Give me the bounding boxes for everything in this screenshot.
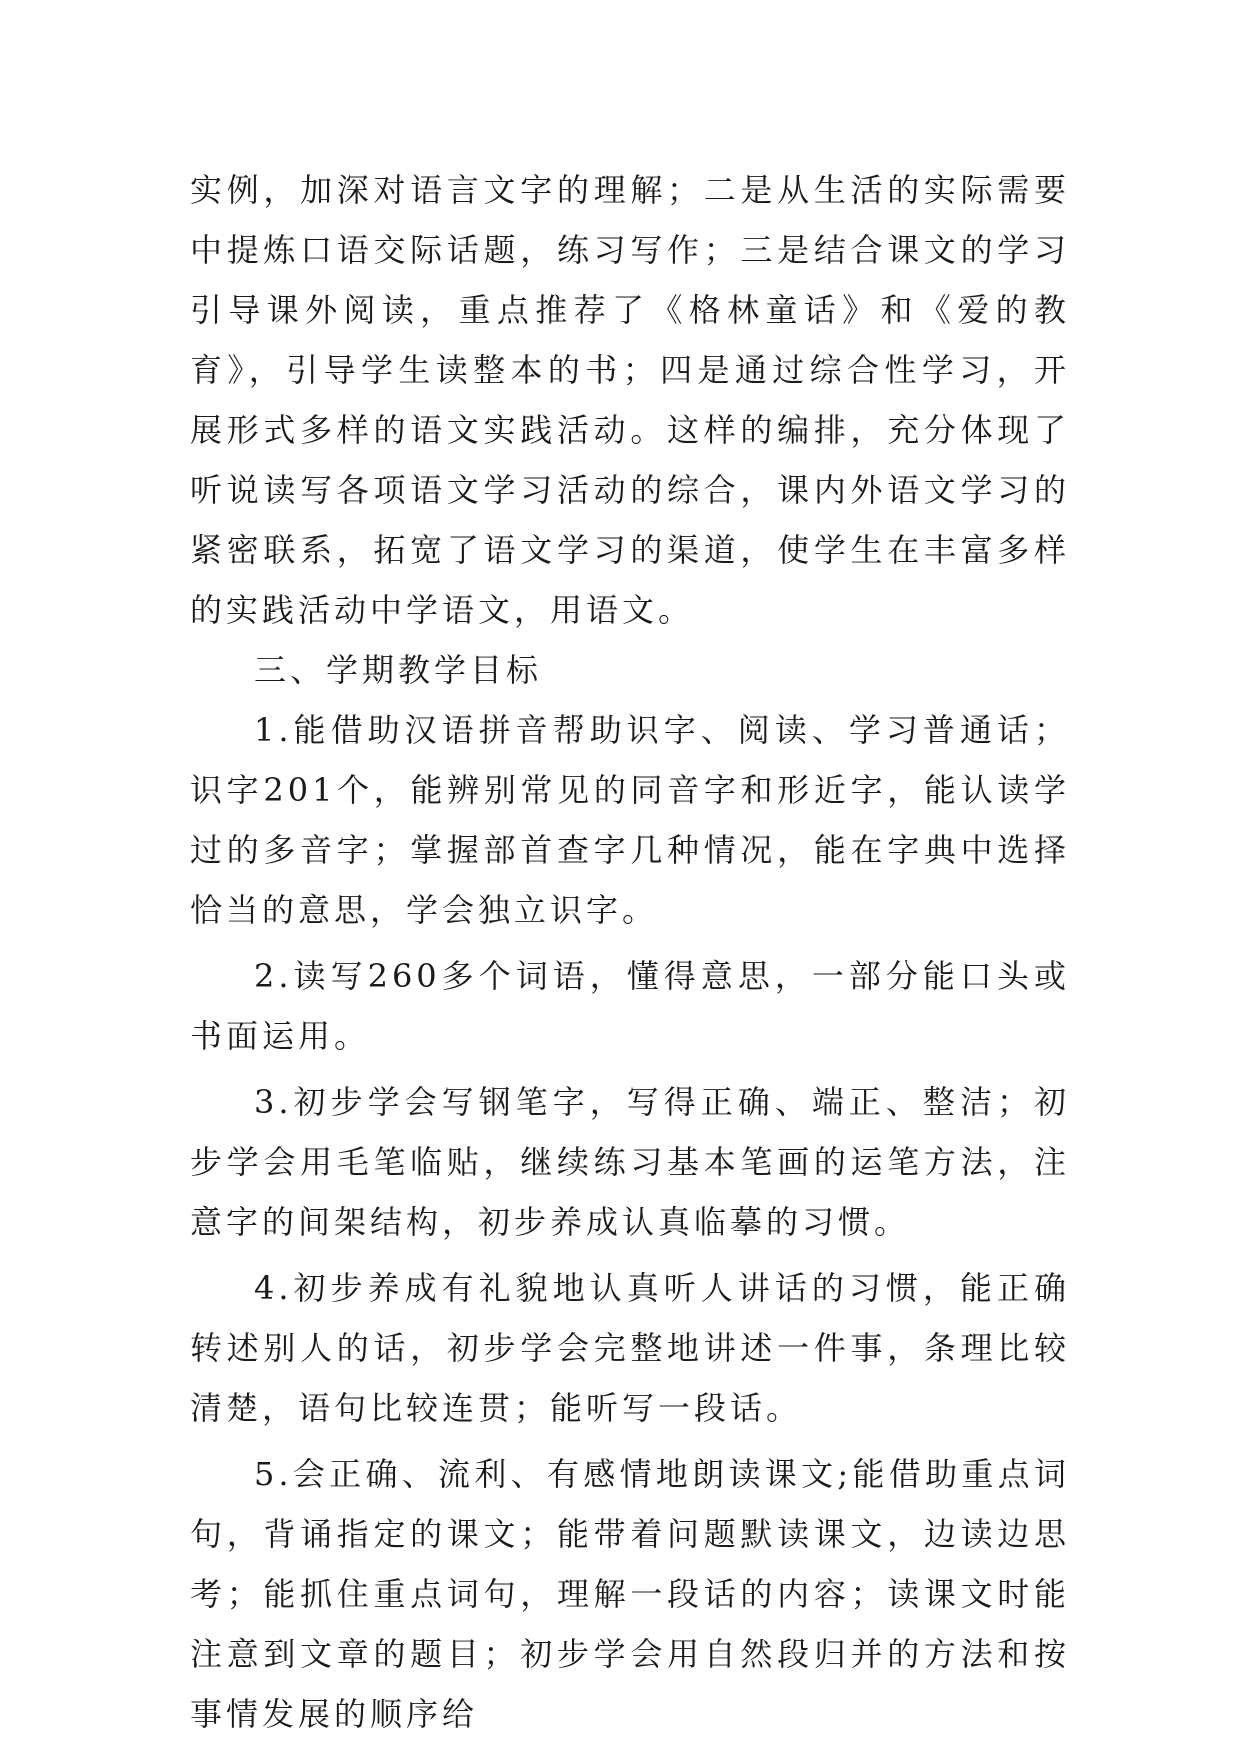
paragraph-intro-continuation: 实例，加深对语言文字的理解；二是从生活的实际需要中提炼口语交际话题，练习写作；三是结合课文的学习引导课外阅读，重点推荐了《格林童话》和《爱的教育》，引导学生读整本的书；四是通过综合性学习，开展形式多样的语文实践活动。这样的编排，充分体现了听说读写各项语文学习活动的综合，课内外语文学习的紧密联系，拓宽了语文学习的渠道，使学生在丰富多样的实践活动中学语文，用语文。 — [190, 171, 1070, 629]
goal-item-2: 2.读写260多个词语，懂得意思，一部分能口头或书面运用。 — [190, 957, 1070, 1055]
goal-item-1: 1.能借助汉语拼音帮助识字、阅读、学习普通话；识字201个，能辨别常见的同音字和形近字，能认读学过的多音字；掌握部首查字几种情况，能在字典中选择恰当的意思，学会独立识字。 — [190, 711, 1070, 929]
goal-item-5: 5.会正确、流利、有感情地朗读课文;能借助重点词句，背诵指定的课文；能带着问题默读课文，边读边思考；能抓住重点词句，理解一段话的内容；读课文时能注意到文章的题目；初步学会用自然段归并的方法和按事情发展的顺序给 — [190, 1455, 1070, 1733]
goal-item-3: 3.初步学会写钢笔字，写得正确、端正、整洁；初步学会用毛笔临贴，继续练习基本笔画的运笔方法，注意字的间架结构，初步养成认真临摹的习惯。 — [190, 1083, 1070, 1241]
document-page — [190, 160, 1070, 1744]
goal-item-4: 4.初步养成有礼貌地认真听人讲话的习惯，能正确转述别人的话，初步学会完整地讲述一件事，条理比较清楚，语句比较连贯；能听写一段话。 — [190, 1269, 1070, 1427]
section-heading: 三、学期教学目标 — [254, 651, 543, 689]
